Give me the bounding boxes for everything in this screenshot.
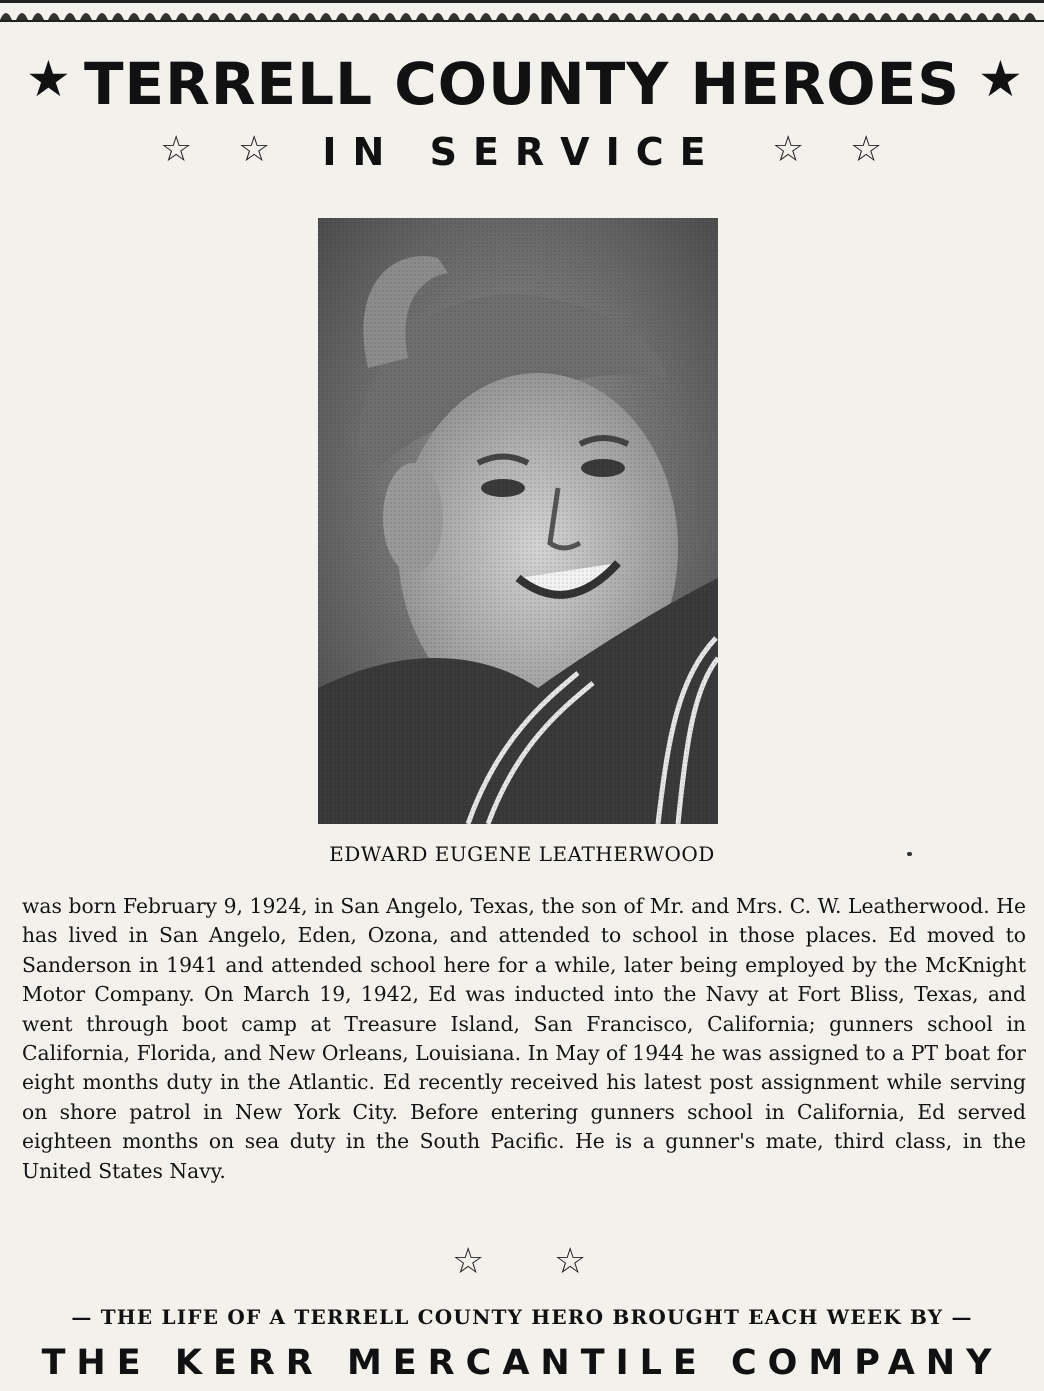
border-scallop [640,13,652,20]
border-scallop [1008,13,1020,20]
biography-text: was born February 9, 1924, in San Angelo, Texas, the son of Mr. and Mrs. C. W. Leatherwood. He has lived in San Angelo, Eden, Ozona, and attended to school in those places. Ed moved to Sanderson in 1941 and attended school here for a while, later being employed by the McKnight Motor Company. On March 19, 1942, Ed was inducted into the Navy at Fort Bliss, Texas, and went through boot camp at Treasure Island, San Francisco, California; gunners school in California, Florida, and New Orleans, Louisiana. In May of 1944 he was assigned to a PT boat for eight months duty in the Atlantic. Ed recently received his latest post assignment while serving on shore patrol in New York City. Before entering gunners school in California, Ed served eighteen months on sea duty in the South Pacific. He is a gunner's mate, third class, in the United States Navy. [22,894,1026,1183]
border-scallop [1024,13,1036,20]
border-scallop [960,13,972,20]
border-scallop [624,13,636,20]
border-scallop [848,13,860,20]
scalloped-top-border [0,0,1044,24]
border-scallop [944,13,956,20]
border-scallop [992,13,1004,20]
star-outline-icon: ☆ [772,129,805,170]
border-scallop [416,13,428,20]
footer-tagline: — THE LIFE OF A TERRELL COUNTY HERO BROUGHT EACH WEEK BY — [71,1305,973,1329]
border-scallop [352,13,364,20]
border-scallop [320,13,332,20]
border-scallop [928,13,940,20]
border-scallop [592,13,604,20]
border-scallop [224,13,236,20]
border-scallop [272,13,284,20]
border-scallop [704,13,716,20]
border-scallop [672,13,684,20]
border-scallop [528,13,540,20]
border-scallop [608,13,620,20]
border-scallop [864,13,876,20]
right-star-icon: ★ [978,50,1023,108]
border-scallop [480,13,492,20]
border-scallop [80,13,92,20]
star-outline-icon: ☆ [238,129,271,170]
border-scallop [128,13,140,20]
border-scallop [896,13,908,20]
border-scallop [48,13,60,20]
border-scallop [560,13,572,20]
border-scallop [32,13,44,20]
border-scallop [240,13,252,20]
border-scallop [112,13,124,20]
border-scallop [208,13,220,20]
border-scallop [496,13,508,20]
border-scallop [384,13,396,20]
border-scallop [912,13,924,20]
border-scallop [688,13,700,20]
border-scallop [816,13,828,20]
subtitle-row [0,124,1044,184]
portrait-photo [318,218,718,824]
border-scallop [656,13,668,20]
star-outline-icon: ☆ [452,1241,485,1282]
border-scallop [176,13,188,20]
print-speck [907,852,912,856]
page-title: TERRELL COUNTY HEROES [83,50,961,118]
border-scallop [464,13,476,20]
bottom-star-row [0,1242,1044,1286]
sailor-portrait-icon [318,218,718,824]
border-scallop [64,13,76,20]
border-scallop [800,13,812,20]
border-scallop [880,13,892,20]
border-scallop [160,13,172,20]
border-scallop [784,13,796,20]
photo-caption: EDWARD EUGENE LEATHERWOOD [329,842,715,866]
subtitle: IN SERVICE [322,130,722,174]
border-scallop [512,13,524,20]
star-outline-icon: ☆ [160,129,193,170]
border-scallop [400,13,412,20]
left-star-icon: ★ [26,50,71,108]
border-scallop [336,13,348,20]
star-outline-icon: ☆ [554,1241,587,1282]
footer-company-name: THE KERR MERCANTILE COMPANY [41,1343,1003,1383]
border-scallop [448,13,460,20]
border-scallop [368,13,380,20]
border-scallop [0,13,12,20]
border-scallop [96,13,108,20]
border-scallop [768,13,780,20]
border-scallop [144,13,156,20]
border-scallop [832,13,844,20]
border-scallop [256,13,268,20]
border-scallop [432,13,444,20]
border-scallop [720,13,732,20]
border-scallop [192,13,204,20]
border-scallop [736,13,748,20]
star-outline-icon: ☆ [850,129,883,170]
border-scallop [288,13,300,20]
border-scallop [752,13,764,20]
border-scallop [976,13,988,20]
border-scallop [16,13,28,20]
border-scallop [544,13,556,20]
border-scallop [576,13,588,20]
border-scallop [304,13,316,20]
